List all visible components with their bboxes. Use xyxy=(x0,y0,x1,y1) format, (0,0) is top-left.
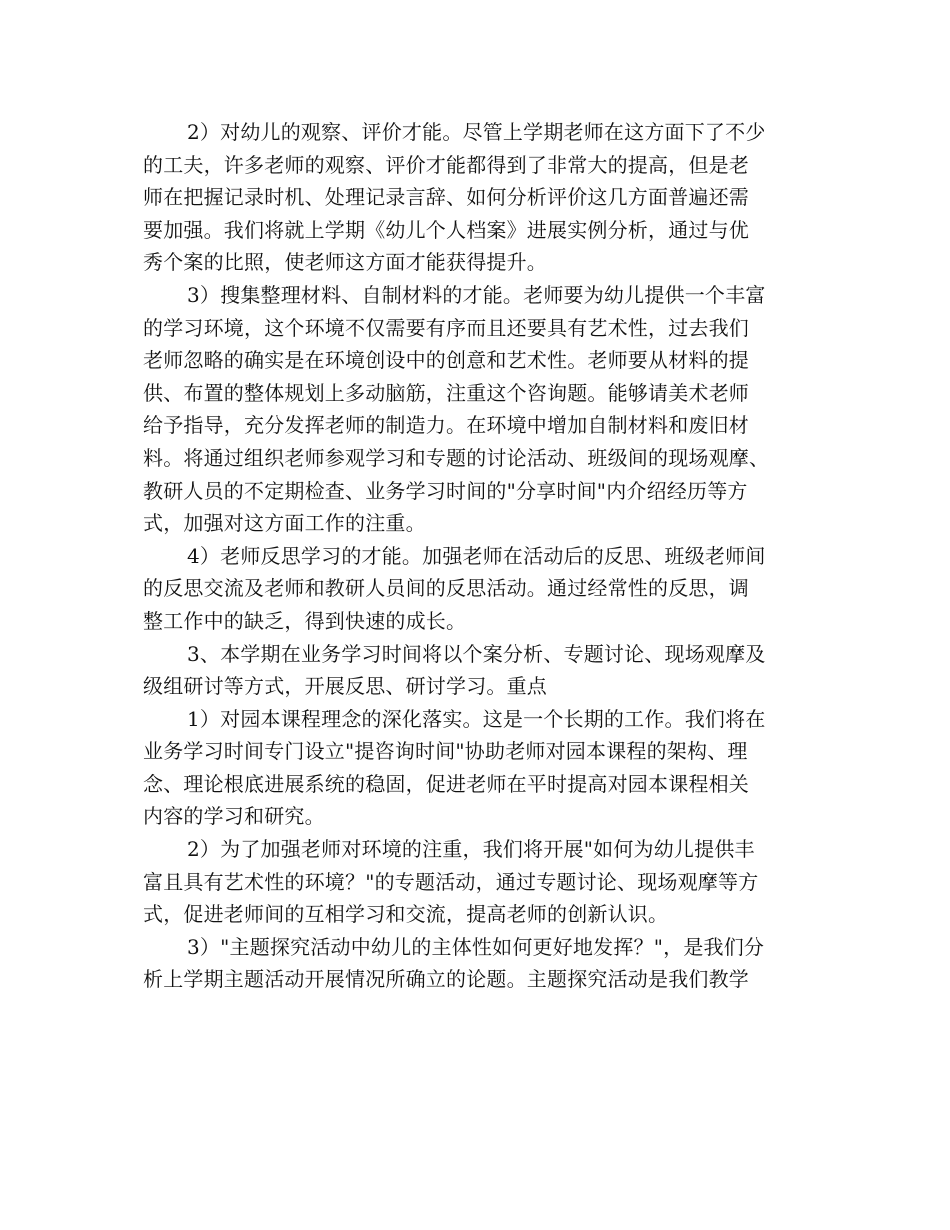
text-line: 要加强。我们将就上学期《幼儿个人档案》进展实例分析，通过与优 xyxy=(143,217,749,242)
text-line: 式，加强对这方面工作的注重。 xyxy=(143,511,426,536)
text-line: 供、布置的整体规划上多动脑筋，注重这个咨询题。能够请美术老师 xyxy=(143,380,749,405)
text-line: 1）对园本课程理念的深化落实。这是一个长期的工作。我们将在 xyxy=(187,706,766,731)
text-line: 级组研讨等方式，开展反思、研讨学习。重点 xyxy=(143,674,547,699)
text-line: 师在把握记录时机、处理记录言辞、如何分析评价这几方面普遍还需 xyxy=(143,185,749,210)
text-line: 老师忽略的确实是在环境创设中的创意和艺术性。老师要从材料的提 xyxy=(143,348,749,373)
text-line: 的学习环境，这个环境不仅需要有序而且还要具有艺术性，过去我们 xyxy=(143,315,749,340)
text-line: 的工夫，许多老师的观察、评价才能都得到了非常大的提高，但是老 xyxy=(143,152,749,177)
text-line: 3）"主题探究活动中幼儿的主体性如何更好地发挥？"，是我们分 xyxy=(187,934,765,959)
text-line: 3、本学期在业务学习时间将以个案分析、专题讨论、现场观摩及 xyxy=(187,641,766,666)
text-line: 内容的学习和研究。 xyxy=(143,804,325,829)
text-line: 2）为了加强老师对环境的注重，我们将开展"如何为幼儿提供丰 xyxy=(187,837,755,862)
text-line: 料。将通过组织老师参观学习和专题的讨论活动、班级间的现场观摩、 xyxy=(143,445,770,470)
text-line: 秀个案的比照，使老师这方面才能获得提升。 xyxy=(143,250,547,275)
text-line: 式，促进老师间的互相学习和交流，提高老师的创新认识。 xyxy=(143,902,669,927)
text-line: 的反思交流及老师和教研人员间的反思活动。通过经常性的反思，调 xyxy=(143,576,749,601)
text-line: 业务学习时间专门设立"提咨询时间"协助老师对园本课程的架构、理 xyxy=(143,739,748,764)
document-body xyxy=(143,116,807,996)
text-line: 念、理论根底进展系统的稳固，促进老师在平时提高对园本课程相关 xyxy=(143,771,749,796)
text-line: 富且具有艺术性的环境？"的专题活动，通过专题讨论、现场观摩等方 xyxy=(143,869,759,894)
text-line: 整工作中的缺乏，得到快速的成长。 xyxy=(143,608,467,633)
text-line: 析上学期主题活动开展情况所确立的论题。主题探究活动是我们教学 xyxy=(143,967,749,992)
text-line: 3）搜集整理材料、自制材料的才能。老师要为幼儿提供一个丰富 xyxy=(187,282,766,307)
text-line: 4）老师反思学习的才能。加强老师在活动后的反思、班级老师间 xyxy=(187,543,766,568)
text-line: 教研人员的不定期检查、业务学习时间的"分享时间"内介绍经历等方 xyxy=(143,478,748,503)
text-line: 2）对幼儿的观察、评价才能。尽管上学期老师在这方面下了不少 xyxy=(187,120,766,144)
text-line: 给予指导，充分发挥老师的制造力。在环境中增加自制材料和废旧材 xyxy=(143,413,749,438)
